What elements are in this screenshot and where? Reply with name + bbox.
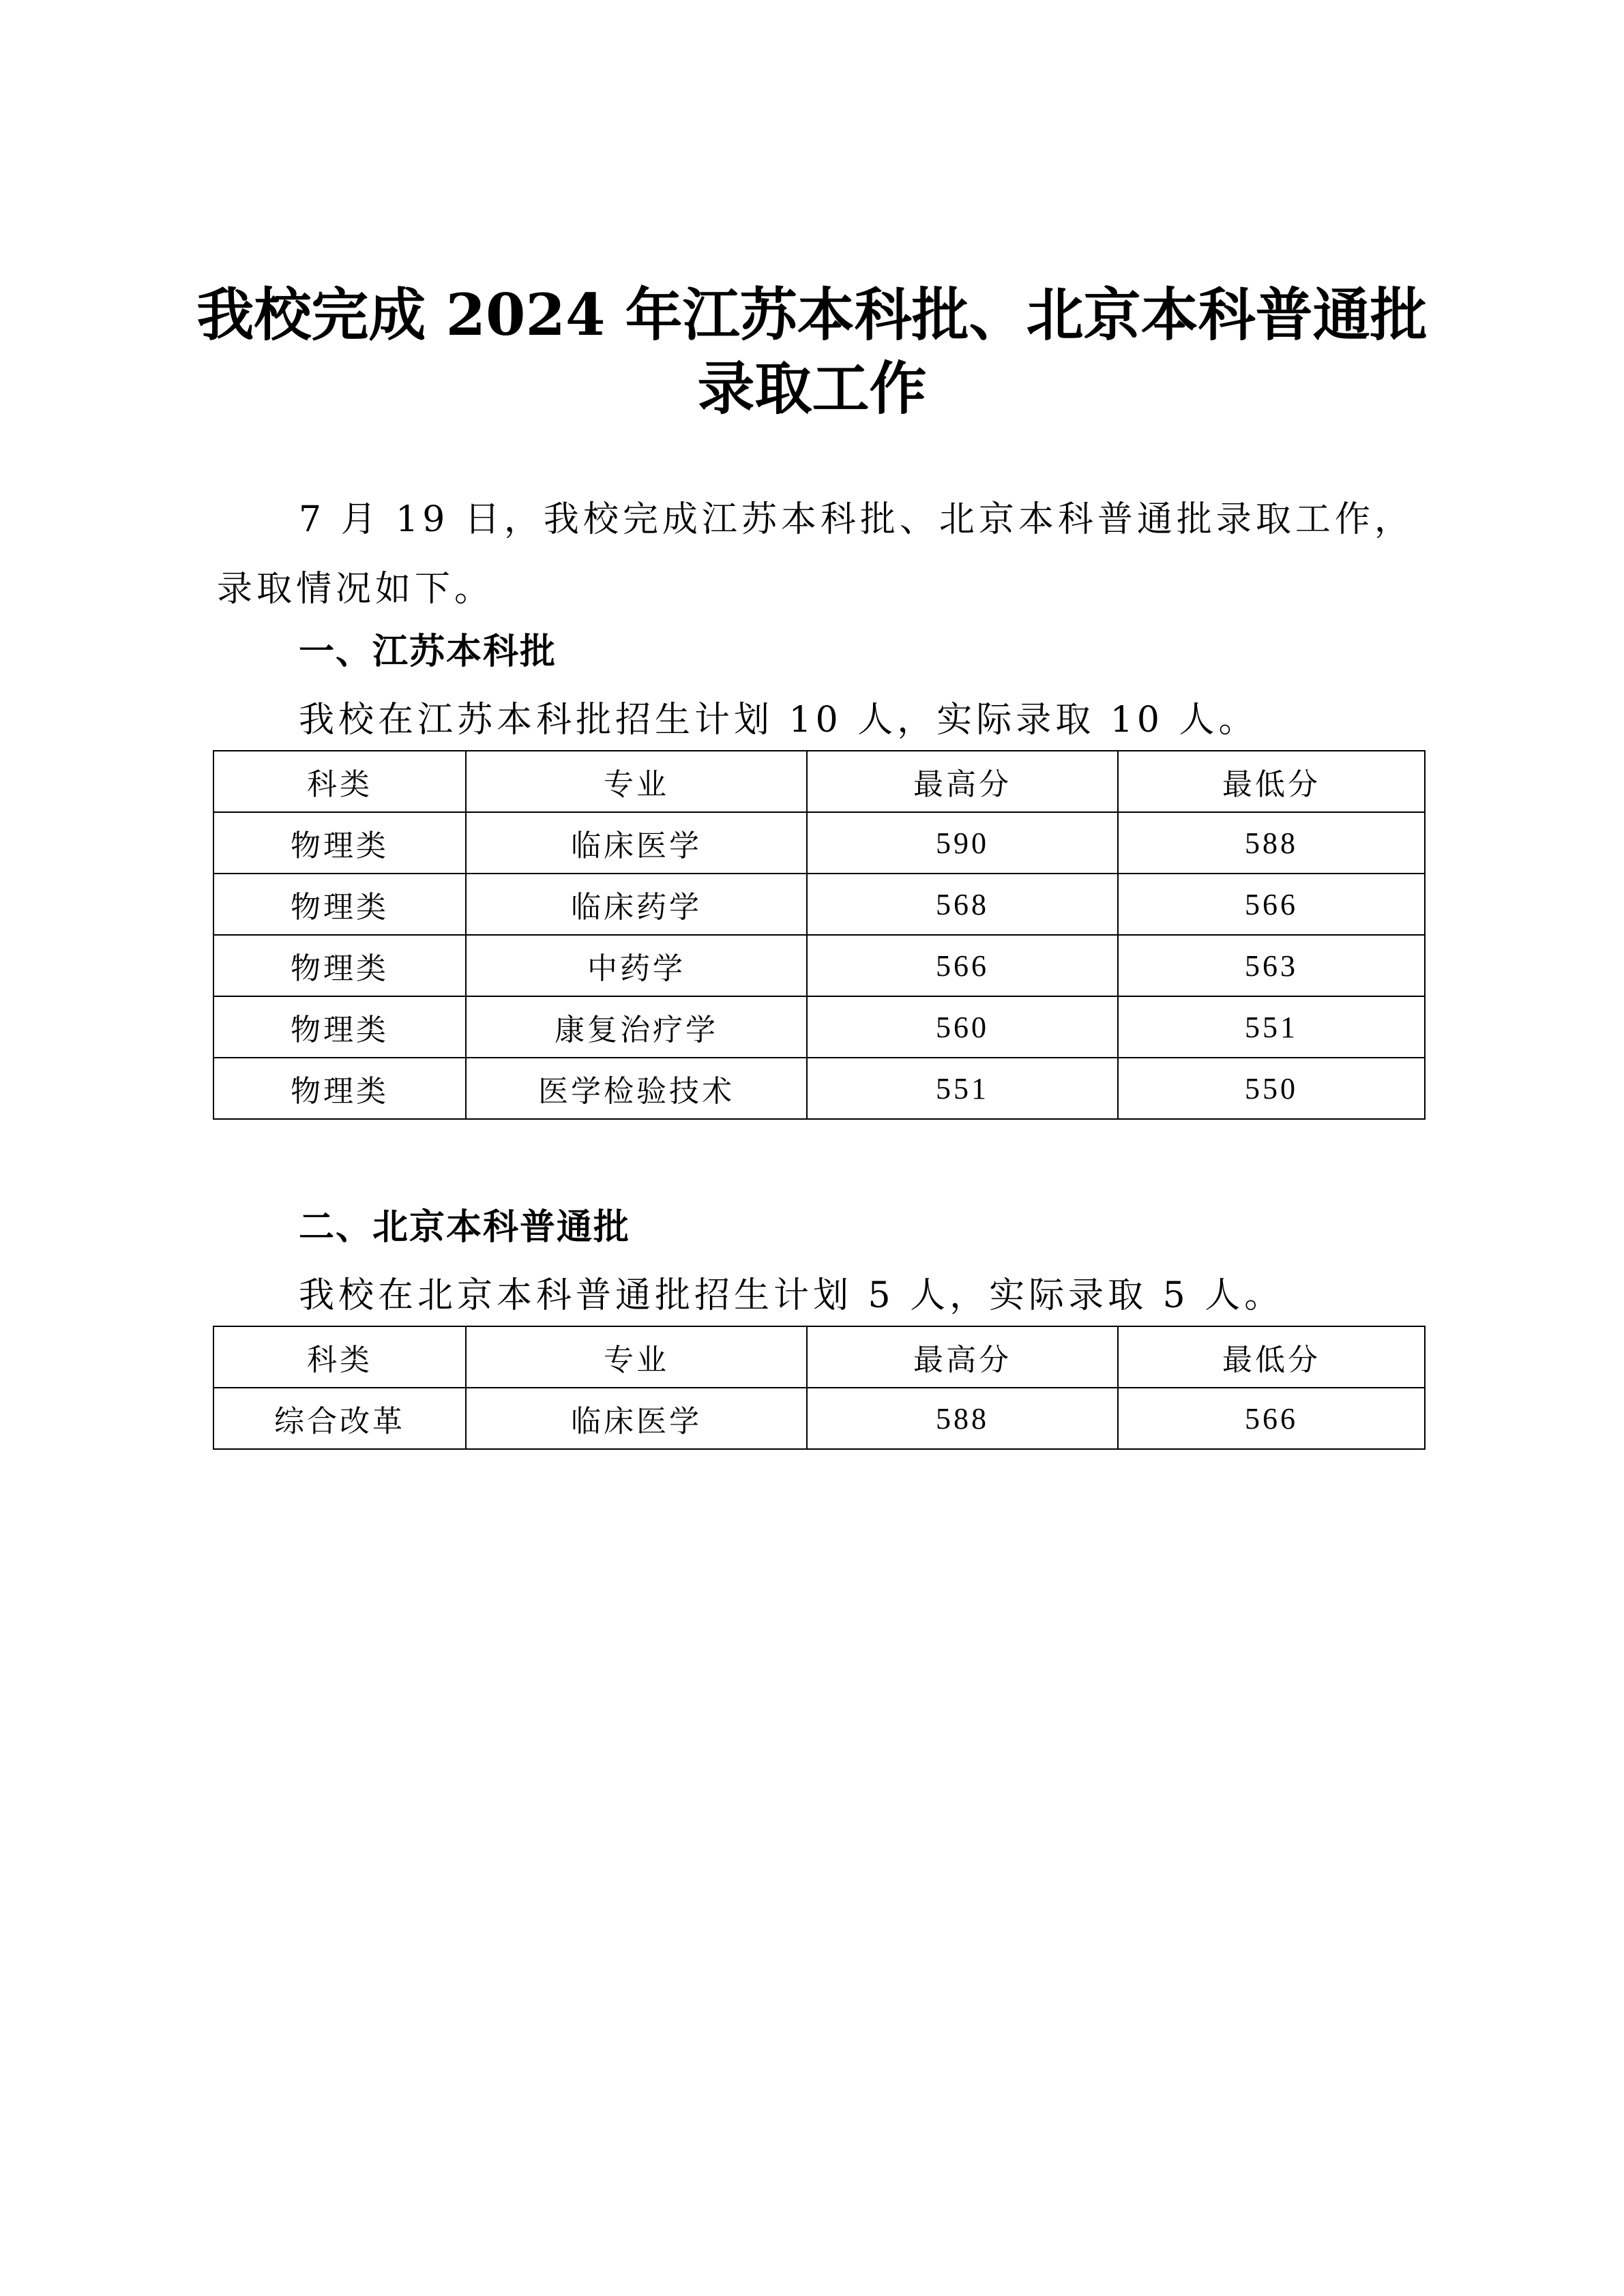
- intro-line-1: 7 月 19 日，我校完成江苏本科批、北京本科普通批录取工作，: [299, 499, 1414, 540]
- section-summary-jiangsu: 我校在江苏本科批招生计划 10 人，实际录取 10 人。: [299, 700, 1258, 741]
- cell-lowest-score: 550: [1118, 1058, 1425, 1119]
- section-heading-jiangsu: 一、江苏本科批: [299, 631, 557, 672]
- admission-table-beijing: [213, 1326, 1426, 1450]
- cell-lowest-score: 566: [1118, 1388, 1425, 1449]
- page-title-line-2: 录取工作: [697, 355, 927, 422]
- table-header-row: [213, 1326, 1425, 1388]
- header-highest-score: 最高分: [807, 1326, 1118, 1388]
- cell-category: 综合改革: [213, 1388, 466, 1449]
- header-major: 专业: [466, 1326, 807, 1388]
- table-row: [213, 1388, 1425, 1449]
- cell-major: 临床医学: [466, 812, 807, 874]
- header-category: 科类: [213, 1326, 466, 1388]
- cell-category: 物理类: [213, 1058, 466, 1119]
- header-highest-score: 最高分: [807, 751, 1118, 812]
- admission-table-jiangsu: [213, 750, 1426, 1120]
- section-heading-beijing: 二、北京本科普通批: [299, 1207, 631, 1248]
- cell-major: 康复治疗学: [466, 996, 807, 1058]
- cell-highest-score: 590: [807, 812, 1118, 874]
- cell-category: 物理类: [213, 935, 466, 996]
- cell-major: 临床医学: [466, 1388, 807, 1449]
- table-row: [213, 996, 1425, 1058]
- cell-highest-score: 588: [807, 1388, 1118, 1449]
- cell-major: 医学检验技术: [466, 1058, 807, 1119]
- section-summary-beijing: 我校在北京本科普通批招生计划 5 人，实际录取 5 人。: [299, 1275, 1284, 1316]
- table-row: [213, 874, 1425, 935]
- table-row: [213, 812, 1425, 874]
- table-row: [213, 1058, 1425, 1119]
- header-lowest-score: 最低分: [1118, 1326, 1425, 1388]
- cell-major: 临床药学: [466, 874, 807, 935]
- header-lowest-score: 最低分: [1118, 751, 1425, 812]
- cell-category: 物理类: [213, 996, 466, 1058]
- cell-highest-score: 551: [807, 1058, 1118, 1119]
- cell-lowest-score: 566: [1118, 874, 1425, 935]
- cell-category: 物理类: [213, 874, 466, 935]
- intro-line-2: 录取情况如下。: [217, 569, 494, 610]
- table-header-row: [213, 751, 1425, 812]
- header-category: 科类: [213, 751, 466, 812]
- cell-lowest-score: 551: [1118, 996, 1425, 1058]
- cell-category: 物理类: [213, 812, 466, 874]
- cell-major: 中药学: [466, 935, 807, 996]
- page-title-line-1: 我校完成 2024 年江苏本科批、北京本科普通批: [196, 281, 1428, 348]
- cell-lowest-score: 563: [1118, 935, 1425, 996]
- cell-lowest-score: 588: [1118, 812, 1425, 874]
- cell-highest-score: 568: [807, 874, 1118, 935]
- cell-highest-score: 560: [807, 996, 1118, 1058]
- cell-highest-score: 566: [807, 935, 1118, 996]
- header-major: 专业: [466, 751, 807, 812]
- table-row: [213, 935, 1425, 996]
